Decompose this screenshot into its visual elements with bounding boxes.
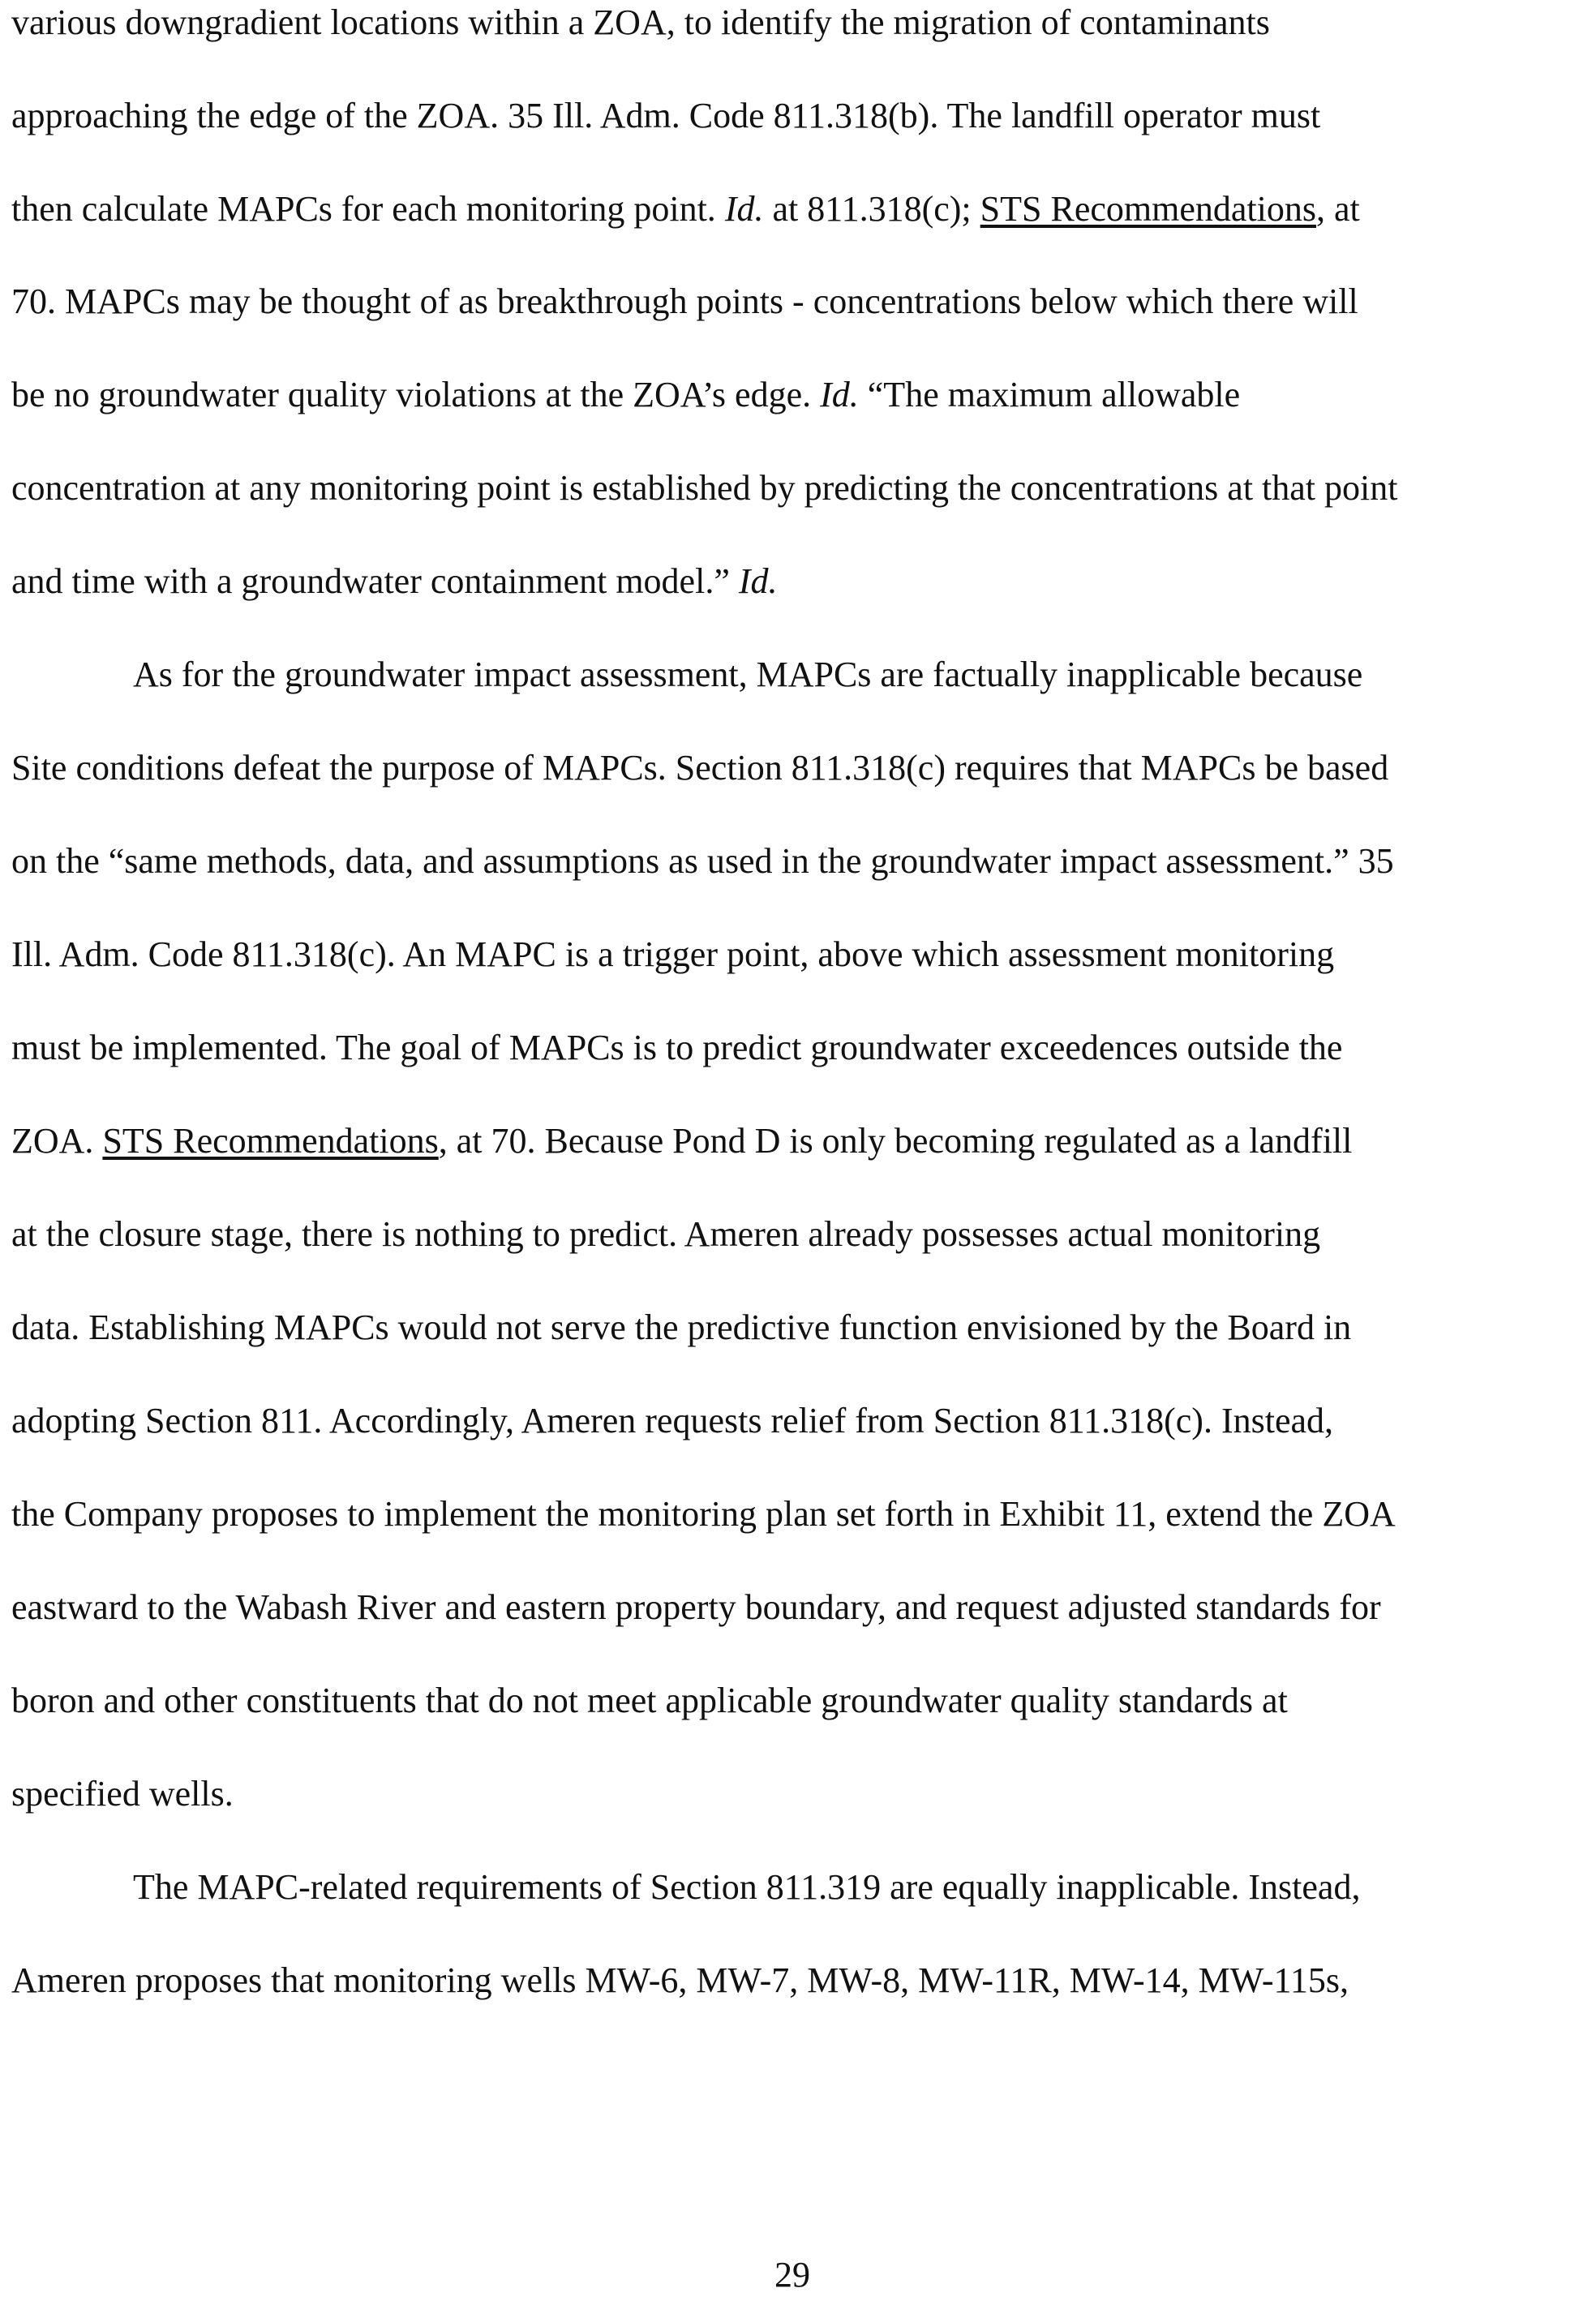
citation-sts-recommendations: STS Recommendations xyxy=(102,1121,439,1161)
text-line: be no groundwater quality violations at the ZOA’s edge. Id. “The maximum allowable xyxy=(11,375,1241,414)
text-line: at the closure stage, there is nothing to predict. Ameren already possesses actual monitoring xyxy=(11,1214,1321,1254)
text-line: eastward to the Wabash River and eastern property boundary, and request adjusted standards for xyxy=(11,1587,1381,1627)
text-line: Ill. Adm. Code 811.318(c). An MAPC is a trigger point, above which assessment monitoring xyxy=(11,934,1335,974)
text-line: adopting Section 811. Accordingly, Ameren requests relief from Section 811.318(c). Instead, xyxy=(11,1401,1334,1440)
text-line: must be implemented. The goal of MAPCs is to predict groundwater exceedences outside the xyxy=(11,1028,1343,1067)
text-line: and time with a groundwater containment model.” Id. xyxy=(11,561,778,601)
text-line: Site conditions defeat the purpose of MAPCs. Section 811.318(c) requires that MAPCs be based xyxy=(11,748,1389,788)
citation-id: Id. xyxy=(724,189,764,229)
text-line: specified wells. xyxy=(11,1774,234,1814)
text-line: Ameren proposes that monitoring wells MW-6, MW-7, MW-8, MW-11R, MW-14, MW-115s, xyxy=(11,1960,1349,2000)
text-line: 70. MAPCs may be thought of as breakthrough points - concentrations below which there will xyxy=(11,281,1358,321)
text-line: various downgradient locations within a ZOA, to identify the migration of contaminants xyxy=(11,2,1270,42)
paragraph-start-line: As for the groundwater impact assessment, MAPCs are factually inapplicable because xyxy=(133,655,1363,694)
text-line: concentration at any monitoring point is established by predicting the concentrations at that point xyxy=(11,468,1398,508)
citation-id: Id. xyxy=(738,561,778,601)
text-line: approaching the edge of the ZOA. 35 Ill. Adm. Code 811.318(b). The landfill operator must xyxy=(11,96,1321,135)
text-line: then calculate MAPCs for each monitoring point. Id. at 811.318(c); STS Recommendations, at xyxy=(11,189,1360,229)
paragraph-start-line: The MAPC-related requirements of Section 811.319 are equally inapplicable. Instead, xyxy=(133,1867,1361,1907)
citation-sts-recommendations: STS Recommendations xyxy=(980,189,1316,229)
text-line: ZOA. STS Recommendations, at 70. Because Pond D is only becoming regulated as a landfill xyxy=(11,1121,1353,1161)
text-line: data. Establishing MAPCs would not serve the predictive function envisioned by the Board in xyxy=(11,1307,1352,1347)
page-number: 29 xyxy=(774,2255,810,2295)
citation-id: Id. xyxy=(820,375,859,414)
text-line: on the “same methods, data, and assumptions as used in the groundwater impact assessment.” 35 xyxy=(11,841,1394,881)
text-line: boron and other constituents that do not meet applicable groundwater quality standards at xyxy=(11,1681,1288,1720)
text-line: the Company proposes to implement the monitoring plan set forth in Exhibit 11, extend the ZOA xyxy=(11,1494,1396,1534)
